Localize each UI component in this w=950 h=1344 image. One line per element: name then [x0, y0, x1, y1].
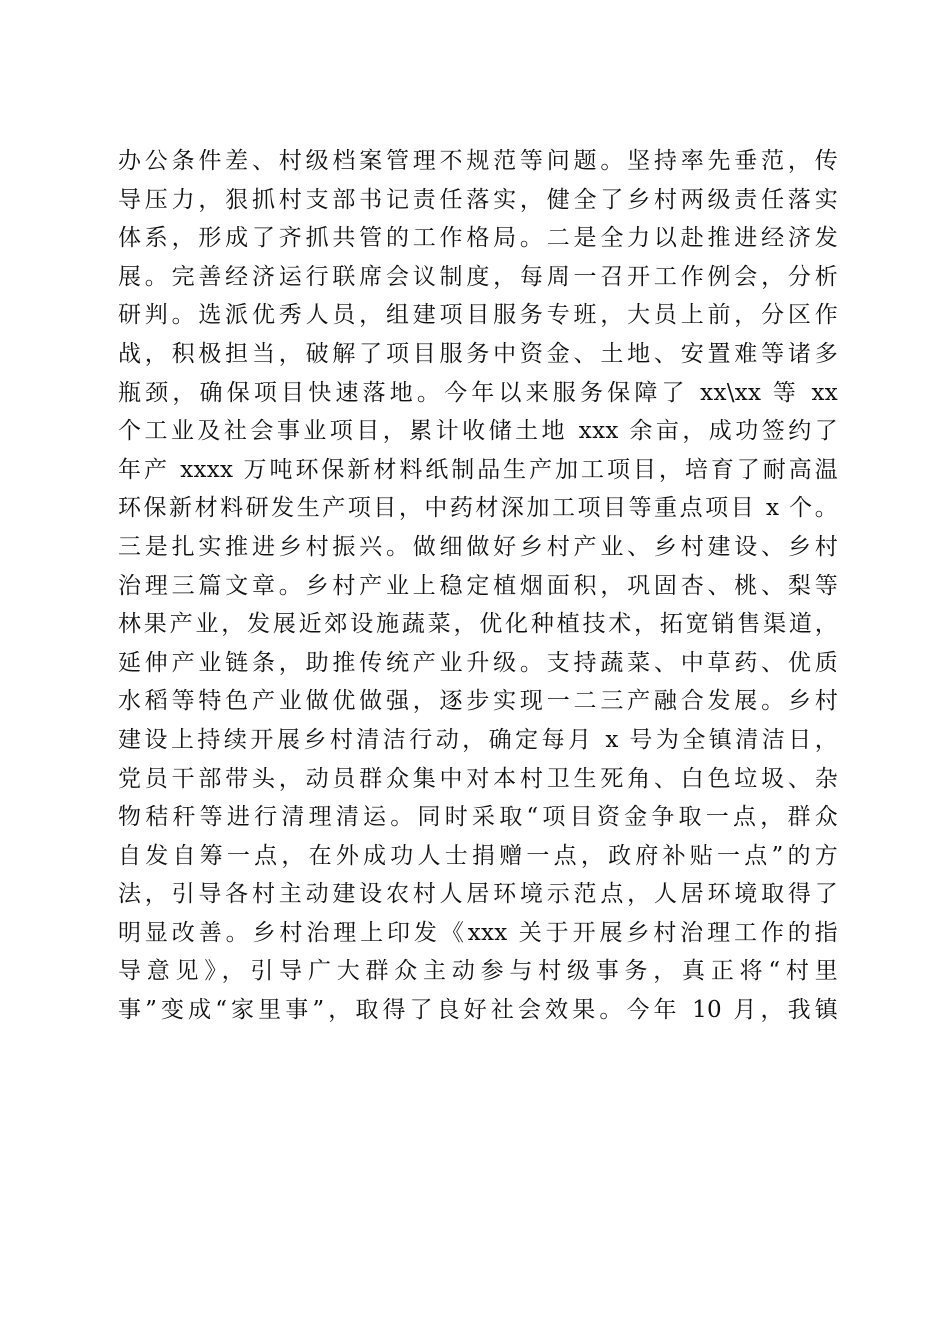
text-line: 自发自筹一点，在外成功人士捐赠一点，政府补贴一点”的方: [118, 842, 838, 869]
text-line: 党员干部带头，动员群众集中对本村卫生死角、白色垃圾、杂: [118, 765, 838, 792]
text-line: 办公条件差、村级档案管理不规范等问题。坚持率先垂范，传: [118, 148, 838, 174]
text-line: 体系，形成了齐抓共管的工作格局。二是全力以赴推进经济发: [118, 225, 838, 252]
text-line: 展。完善经济运行联席会议制度，每周一召开工作例会，分析: [118, 263, 838, 290]
body-text: [118, 142, 838, 1030]
text-line: 战，积极担当，破解了项目服务中资金、土地、安置难等诸多: [118, 340, 838, 367]
text-line: 法，引导各村主动建设农村人居环境示范点，人居环境取得了: [118, 881, 838, 908]
text-line: 水稻等特色产业做优做强，逐步实现一二三产融合发展。乡村: [118, 688, 838, 715]
text-line: 瓶颈，确保项目快速落地。今年以来服务保障了 xx\xx 等 xx: [118, 379, 838, 406]
text-line: 延伸产业链条，助推传统产业升级。支持蔬菜、中草药、优质: [118, 649, 838, 676]
text-line: 环保新材料研发生产项目，中药材深加工项目等重点项目 x 个。: [118, 495, 838, 522]
text-line: 明显改善。乡村治理上印发《xxx 关于开展乡村治理工作的指: [118, 919, 838, 946]
text-line: 林果产业，发展近郊设施蔬菜，优化种植技术，拓宽销售渠道，: [118, 611, 838, 638]
text-line: 治理三篇文章。乡村产业上稳定植烟面积，巩固杏、桃、梨等: [118, 572, 838, 599]
text-line: 建设上持续开展乡村清洁行动，确定每月 x 号为全镇清洁日，: [118, 726, 838, 753]
text-line: 导压力，狠抓村支部书记责任落实，健全了乡村两级责任落实: [118, 186, 838, 213]
text-line: 个工业及社会事业项目，累计收储土地 xxx 余亩，成功签约了: [118, 418, 838, 445]
text-line: 三是扎实推进乡村振兴。做细做好乡村产业、乡村建设、乡村: [118, 533, 838, 560]
text-line: 研判。选派优秀人员，组建项目服务专班，大员上前，分区作: [118, 302, 838, 329]
text-line: 物秸秆等进行清理清运。同时采取“项目资金争取一点，群众: [118, 804, 838, 831]
text-line: 年产 xxxx 万吨环保新材料纸制品生产加工项目，培育了耐高温: [118, 456, 838, 483]
text-line: 事”变成“家里事”，取得了良好社会效果。今年 10 月，我镇: [118, 997, 838, 1024]
text-line: 导意见》，引导广大群众主动参与村级事务，真正将“村里: [118, 958, 838, 985]
